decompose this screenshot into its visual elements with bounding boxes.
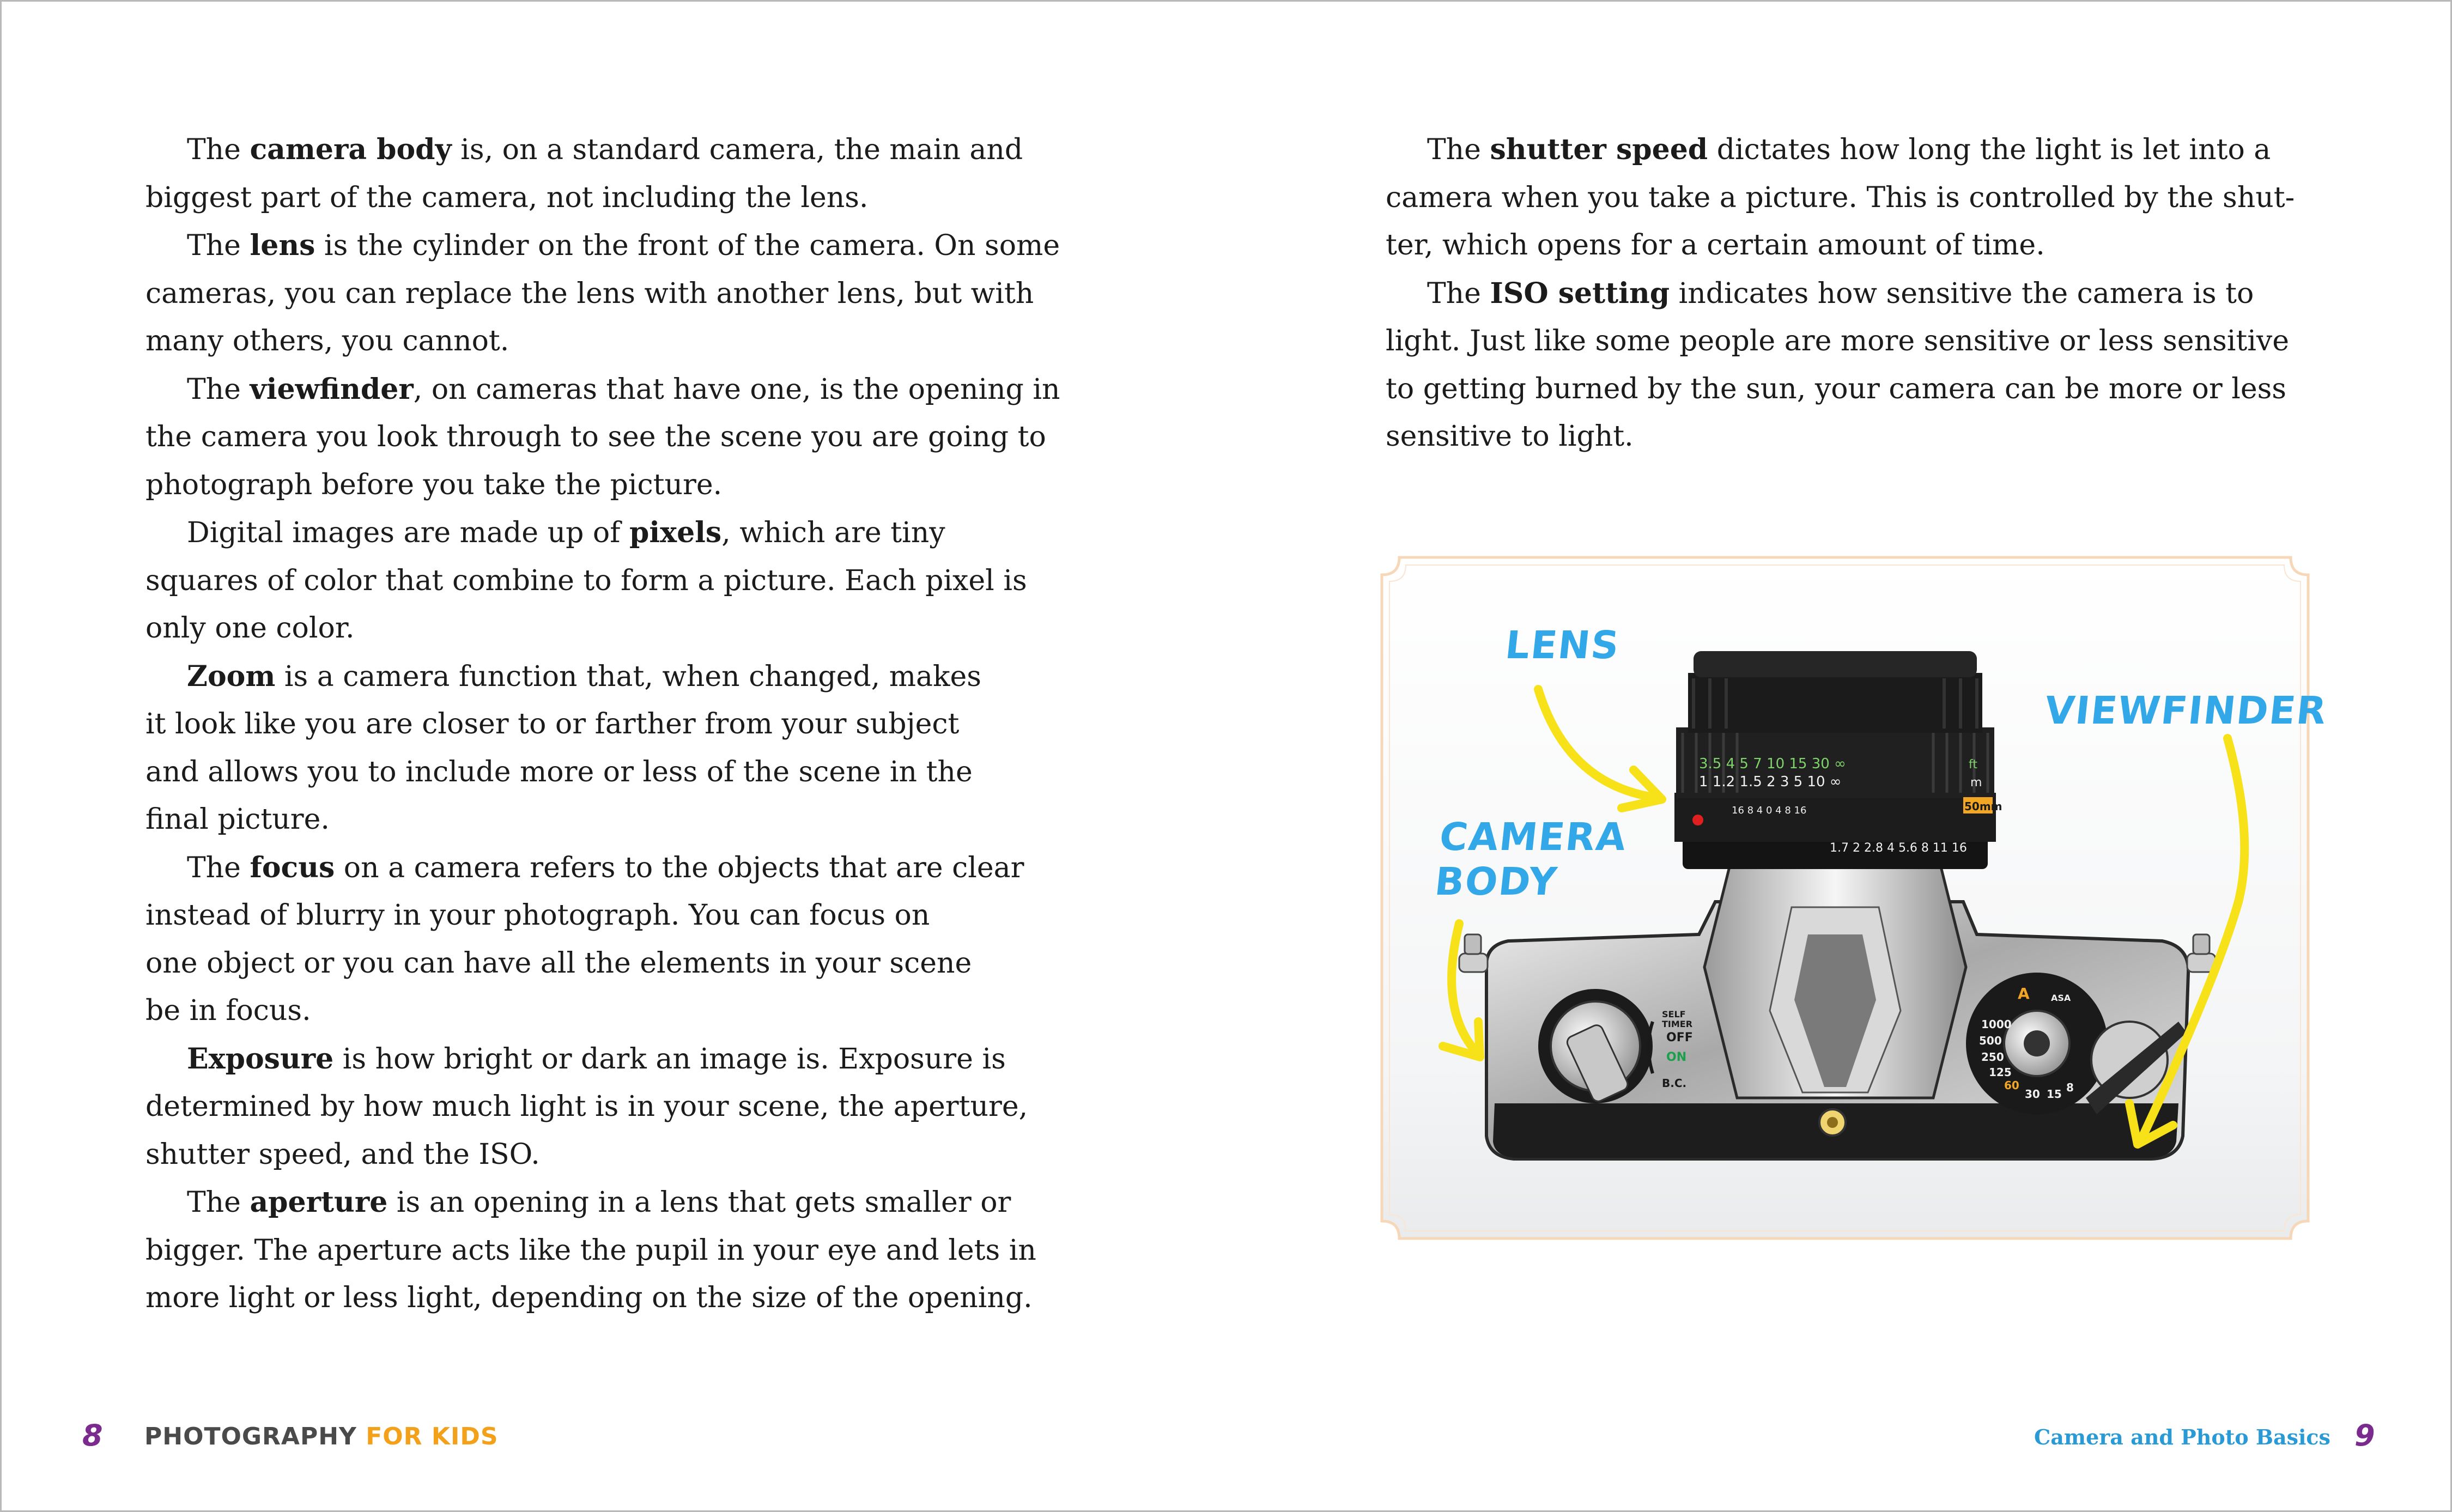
text-run: Digital images are made up of (187, 517, 629, 549)
glossary-term: Zoom (187, 659, 276, 693)
text-run: on a camera refers to the objects that are clear (335, 851, 1024, 884)
text-line (145, 796, 1072, 844)
left-page-text (145, 126, 1072, 1322)
left-page-paragraph (145, 1035, 1072, 1179)
text-run: and allows you to include more or less of the scene in the (145, 755, 973, 788)
text-line (145, 318, 1072, 366)
lens-dof-scale: 16 8 4 0 4 8 16 (1732, 805, 1807, 816)
text-run: The (187, 373, 250, 406)
text-run: The (187, 229, 250, 262)
text-run: is, on a standard camera, the main and (451, 133, 1023, 166)
dial-speed-7: 8 (2066, 1081, 2074, 1094)
glossary-term: ISO setting (1490, 276, 1670, 310)
text-run: The (187, 133, 250, 166)
callout-camera-body-line1: CAMERA (1437, 815, 1629, 859)
text-line (145, 653, 1072, 701)
left-page-paragraph (145, 509, 1072, 653)
text-line (145, 174, 1072, 222)
text-run: biggest part of the camera, not including the lens. (145, 181, 869, 214)
text-line (145, 1179, 1072, 1227)
text-line (145, 222, 1072, 270)
glossary-term: viewfinder (250, 372, 414, 406)
glossary-term: aperture (250, 1186, 388, 1219)
left-page-paragraph (145, 366, 1072, 509)
dial-speed-1: 500 (1979, 1034, 2002, 1047)
dial-asa: ASA (2051, 993, 2071, 1003)
left-page-number: 8 (82, 1418, 103, 1453)
text-run: The (187, 1186, 250, 1219)
dial-speed-3: 125 (1989, 1066, 2012, 1079)
text-run: indicates how sensitive the camera is to (1670, 277, 2254, 310)
right-page-number: 9 (2354, 1418, 2375, 1453)
text-run: camera when you take a picture. This is controlled by the shut- (1386, 181, 2295, 214)
lens-distance-ft: 3.5 4 5 7 10 15 30 ∞ (1699, 756, 1846, 772)
text-line (145, 509, 1072, 557)
text-line (145, 126, 1072, 174)
text-run: The (1427, 133, 1490, 166)
text-run: The (1427, 277, 1490, 310)
text-run: sensitive to light. (1386, 420, 1634, 453)
text-run: is an opening in a lens that gets smaller or (387, 1186, 1011, 1219)
text-run: , on cameras that have one, is the opening in (413, 373, 1060, 406)
dial-speed-0: 1000 (1981, 1018, 2012, 1031)
text-run: dictates how long the light is let into a (1708, 133, 2271, 166)
text-line (145, 1131, 1072, 1179)
text-line (145, 1083, 1072, 1131)
self-timer-bc: B.C. (1662, 1077, 1687, 1090)
text-run: squares of color that combine to form a picture. Each pixel is (145, 564, 1027, 597)
book-title-main: PHOTOGRAPHY (144, 1423, 357, 1450)
text-line (1386, 270, 2312, 318)
glossary-term: focus (250, 851, 335, 884)
self-timer-off: OFF (1666, 1031, 1693, 1045)
dial-speed-6: 15 (2047, 1088, 2062, 1101)
lens-aperture-scale: 1.7 2 2.8 4 5.6 8 11 16 (1830, 841, 1967, 855)
text-line (145, 749, 1072, 797)
self-timer-label-2: TIMER (1662, 1019, 1693, 1029)
text-run: bigger. The aperture acts like the pupil in your eye and lets in (145, 1234, 1036, 1267)
text-line (145, 557, 1072, 605)
left-page-paragraph (145, 126, 1072, 222)
dial-auto: A (2018, 985, 2030, 1003)
text-run: be in focus. (145, 994, 311, 1027)
text-line (145, 1274, 1072, 1322)
text-run: , which are tiny (721, 517, 945, 549)
text-line (145, 987, 1072, 1035)
text-run: it look like you are closer to or farther from your subject (145, 708, 960, 740)
left-page-paragraph (145, 653, 1072, 844)
text-run: The (187, 851, 250, 884)
callout-camera-body-line2: BODY (1433, 859, 1560, 904)
book-title-accent: FOR KIDS (366, 1423, 499, 1450)
text-line (145, 414, 1072, 462)
text-line (145, 701, 1072, 749)
running-head-book-title (144, 1423, 499, 1450)
text-run: to getting burned by the sun, your camera can be more or less (1386, 372, 2286, 405)
text-line (145, 462, 1072, 509)
dial-speed-2: 250 (1981, 1050, 2004, 1064)
text-run: the camera you look through to see the scene you are going to (145, 421, 1046, 453)
text-line (1386, 174, 2312, 222)
right-page-text (1386, 126, 2312, 461)
camera-figure (1377, 553, 2329, 1243)
text-run: one object or you can have all the elements in your scene (145, 946, 972, 980)
glossary-term: Exposure (187, 1042, 334, 1076)
text-line (145, 844, 1072, 892)
text-run: is the cylinder on the front of the camera. On some (315, 229, 1060, 262)
running-head-chapter-title: Camera and Photo Basics (2034, 1425, 2330, 1449)
lens-focal-length: 50mm (1964, 800, 2002, 813)
callout-lens: LENS (1503, 623, 1622, 667)
text-line (1386, 318, 2312, 366)
glossary-term: pixels (629, 516, 722, 549)
self-timer-on: ON (1666, 1050, 1687, 1064)
dial-speed-4: 60 (2004, 1079, 2019, 1092)
text-line (1386, 413, 2312, 461)
text-run: determined by how much light is in your scene, the aperture, (145, 1090, 1028, 1123)
text-line (1386, 366, 2312, 414)
text-run: only one color. (145, 612, 355, 645)
text-run: instead of blurry in your photograph. You can focus on (145, 899, 930, 932)
right-page-paragraph (1386, 126, 2312, 270)
glossary-term: shutter speed (1490, 133, 1708, 166)
text-line (145, 892, 1072, 940)
text-line (1386, 126, 2312, 174)
text-run: light. Just like some people are more sensitive or less sensitive (1386, 325, 2290, 357)
text-run: is a camera function that, when changed, makes (275, 660, 981, 693)
text-line (1386, 222, 2312, 270)
glossary-term: lens (250, 229, 315, 262)
text-line (145, 605, 1072, 653)
text-run: cameras, you can replace the lens with another lens, but with (145, 277, 1034, 310)
glossary-term: camera body (250, 133, 452, 166)
self-timer-label-1: SELF (1662, 1009, 1686, 1019)
text-line (145, 270, 1072, 318)
left-page-paragraph (145, 222, 1072, 366)
left-page-paragraph (145, 1179, 1072, 1322)
lens-units-ft: ft (1969, 758, 1977, 772)
text-line (145, 1035, 1072, 1084)
text-run: shutter speed, and the ISO. (145, 1138, 540, 1171)
text-run: many others, you cannot. (145, 325, 509, 357)
right-page-paragraph (1386, 270, 2312, 461)
dial-speed-5: 30 (2025, 1088, 2040, 1101)
text-run: ter, which opens for a certain amount of time. (1386, 229, 2045, 262)
text-run: more light or less light, depending on the size of the opening. (145, 1282, 1033, 1314)
text-run: photograph before you take the picture. (145, 468, 723, 501)
text-run: final picture. (145, 803, 330, 836)
lens-units-m: m (1970, 776, 1982, 790)
text-line (145, 366, 1072, 414)
left-page-paragraph (145, 844, 1072, 1035)
callout-viewfinder: VIEWFINDER (2042, 688, 2329, 733)
text-line (145, 940, 1072, 988)
lens-distance-m: 1 1.2 1.5 2 3 5 10 ∞ (1699, 774, 1842, 790)
text-run: is how bright or dark an image is. Exposure is (333, 1042, 1006, 1076)
text-line (145, 1227, 1072, 1275)
callout-camera-body (1433, 815, 1629, 904)
